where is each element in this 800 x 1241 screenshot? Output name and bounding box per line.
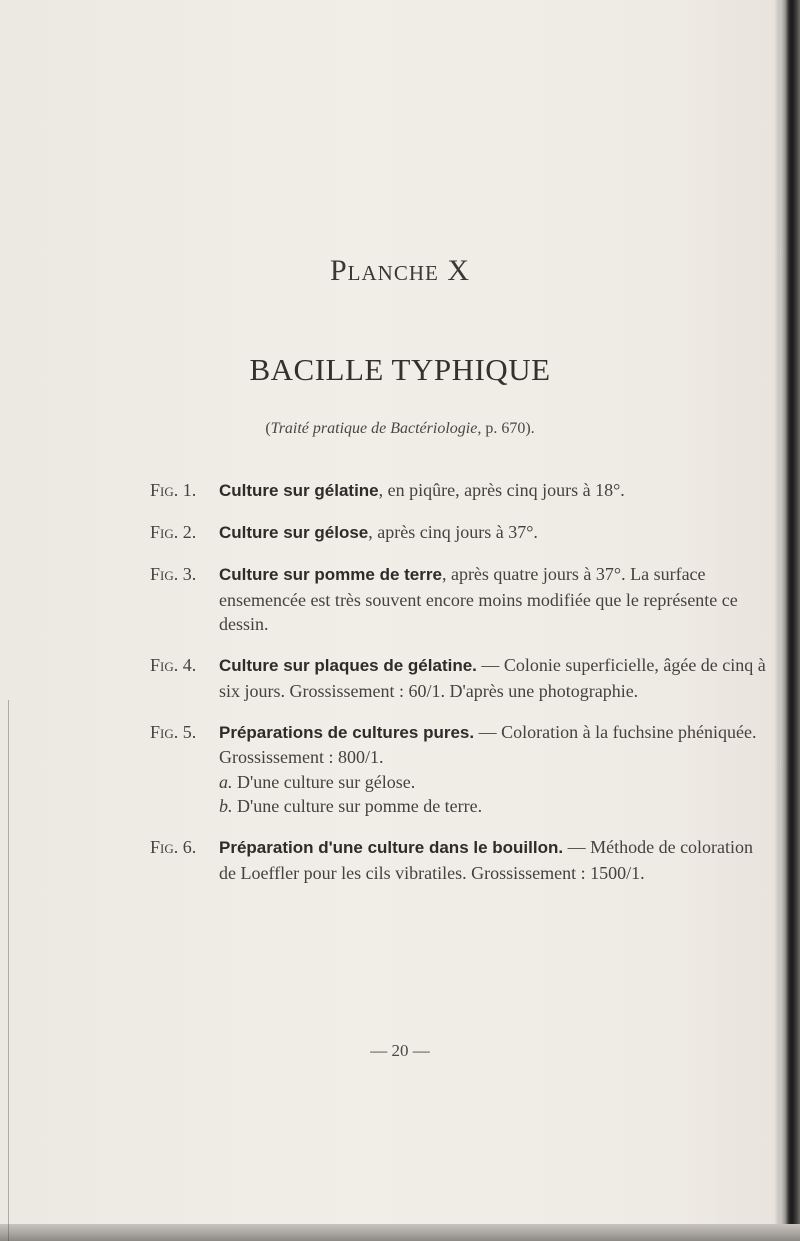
figure-text: — Colonie superficielle, âgée de cinq à six jours. Grossissement : 60/1. D'après une photographie.	[219, 655, 766, 701]
figure-number: Fig. 4.	[150, 655, 197, 675]
figure-legend-5	[150, 720, 770, 819]
figure-legend-3	[150, 562, 770, 637]
figure-legend-1	[150, 478, 770, 504]
reference-book-title: Traité pratique de Bactériologie	[270, 420, 478, 437]
plate-title: BACILLE TYPHIQUE	[249, 352, 551, 387]
figure-legend-2	[150, 520, 770, 546]
figure-text: — Coloration à la fuchsine phéniquée. Grossissement : 800/1.	[219, 721, 757, 767]
reference-open: (	[265, 420, 271, 437]
subitem-b	[219, 794, 770, 819]
subitem-text: D'une culture sur gélose.	[232, 771, 416, 792]
figure-title: Culture sur gélose	[219, 523, 369, 542]
figure-text: , après quatre jours à 37°. La surface ensemencée est très souvent encore moins modifiée que le représente ce dessin.	[219, 564, 738, 634]
subitem-letter: a.	[219, 771, 233, 792]
plate-reference	[0, 420, 800, 438]
figure-title: Culture sur pomme de terre	[219, 565, 442, 584]
figure-legend-4	[150, 653, 770, 703]
figure-text: , après cinq jours à 37°.	[368, 522, 538, 542]
page-number: — 20 —	[370, 1041, 430, 1060]
reference-page: , p. 670).	[477, 420, 535, 437]
left-page-rule	[0, 700, 9, 1241]
figure-subitems	[219, 770, 770, 819]
figure-legend-6	[150, 835, 770, 885]
figure-title: Culture sur plaques de gélatine.	[219, 656, 477, 675]
subitem-text: D'une culture sur pomme de terre.	[232, 796, 483, 816]
figure-number: Fig. 1.	[150, 480, 197, 500]
subitem-letter: b.	[219, 796, 233, 816]
figure-number: Fig. 2.	[150, 522, 197, 542]
figure-title: Préparations de cultures pures.	[219, 722, 475, 742]
plate-label: Planche X	[329, 254, 470, 287]
figure-number: Fig. 6.	[150, 837, 197, 857]
figure-text: — Méthode de coloration de Loeffler pour les cils vibratiles. Grossissement : 1500/1.	[219, 837, 754, 883]
subitem-a	[219, 770, 770, 795]
figure-legend-list	[150, 478, 770, 885]
figure-text: , en piqûre, après cinq jours à 18°.	[378, 480, 625, 500]
bottom-page-edge	[0, 1224, 800, 1241]
figure-number: Fig. 3.	[150, 564, 197, 584]
figure-title: Préparation d'une culture dans le bouillon.	[219, 838, 564, 857]
figure-title: Culture sur gélatine	[219, 481, 379, 500]
figure-number: Fig. 5.	[150, 721, 197, 742]
